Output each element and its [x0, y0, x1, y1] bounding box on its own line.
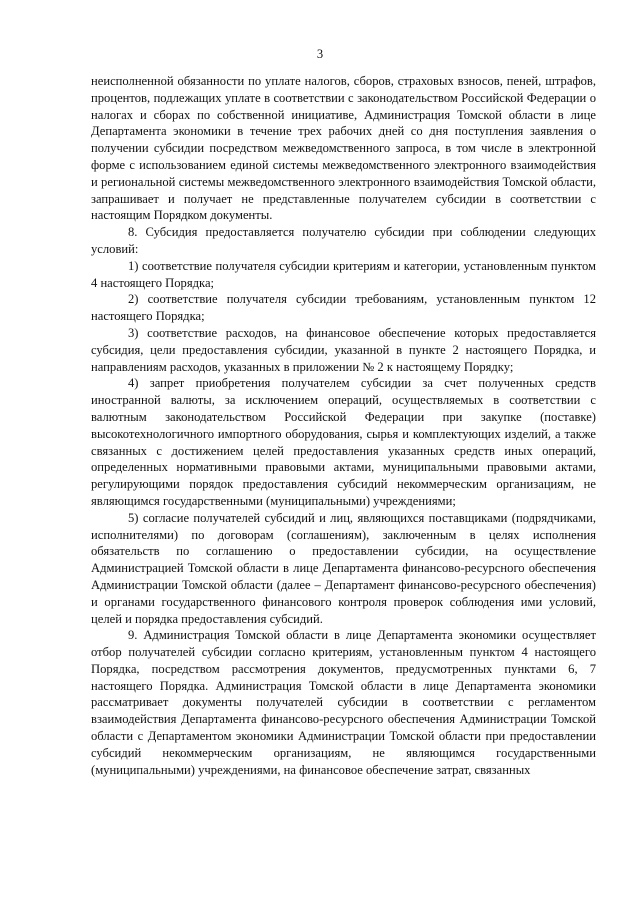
document-body: [91, 73, 596, 778]
paragraph-condition-5: 5) согласие получателей субсидий и лиц, являющихся поставщиками (подрядчиками, исполнителями) по договорам (соглашениям), заключенным в целях исполнения обязательств по соглашению о предоставлении субсидии, на осуществление Администрацией Томской области в лице Департамента финансово-ресурсного обеспечения Администрации Томской области (далее – Департамент финансово-ресурсного обеспечения) и органами государственного финансового контроля проверок соблюдения ими условий, целей и порядка предоставления субсидий.: [91, 510, 596, 626]
paragraph-continuation: неисполненной обязанности по уплате налогов, сборов, страховых взносов, пеней, штрафов, процентов, подлежащих уплате в соответствии с законодательством Российской Федерации о налогах и сборах по собственной инициативе, Администрация Томской области в лице Департамента экономики в течение трех рабочих дней со дня поступления заявления о получении субсидии посредством межведомственного запроса, в том числе в электронной форме с использованием единой системы межведомственного электронного взаимодействия и региональной системы межведомственного электронного взаимодействия Томской области, запрашивает и получает не представленные получателем субсидии в соответствии с настоящим Порядком документы.: [91, 74, 596, 223]
paragraph-condition-1: 1) соответствие получателя субсидии критериям и категории, установленным пунктом 4 настоящего Порядка;: [91, 258, 596, 290]
paragraph-item-8: 8. Субсидия предоставляется получателю субсидии при соблюдении следующих условий:: [91, 225, 596, 256]
page-number: 3: [316, 47, 324, 61]
paragraph-condition-2: 2) соответствие получателя субсидии требованиям, установленным пунктом 12 настоящего Порядка;: [91, 292, 596, 324]
paragraph-item-9: 9. Администрация Томской области в лице Департамента экономики осуществляет отбор получателей субсидии согласно критериям, установленным пунктом 4 настоящего Порядка, посредством рассмотрения документов, предусмотренных пунктами 6, 7 настоящего Порядка. Администрация Томской области в лице Департамента экономики рассматривает документы получателей субсидии в соответствии с регламентом взаимодействия Департамента финансово-ресурсного обеспечения Администрации Томской области с Департаментом экономики Администрации Томской области при предоставлении субсидий некоммерческим организациям, не являющимся государственными (муниципальными) учреждениями, на финансовое обеспечение затрат, связанных: [91, 628, 596, 777]
paragraph-condition-4: 4) запрет приобретения получателем субсидии за счет полученных средств иностранной валюты, за исключением операций, осуществляемых в соответствии с валютным законодательством Российской Федерации при закупке (поставке) высокотехнологичного импортного оборудования, сырья и комплектующих изделий, а также связанных с достижением целей предоставления указанных средств иных операций, определенных нормативными правовыми актами, муниципальными правовыми актами, регулирующими порядок предоставления субсидий некоммерческим организациям, не являющимся государственными (муниципальными) учреждениями;: [91, 376, 596, 508]
paragraph-condition-3: 3) соответствие расходов, на финансовое обеспечение которых предоставляется субсидия, цели предоставления субсидии, указанной в пункте 2 настоящего Порядка, и направлениям расходов, указанных в приложении № 2 к настоящему Порядку;: [91, 325, 596, 374]
